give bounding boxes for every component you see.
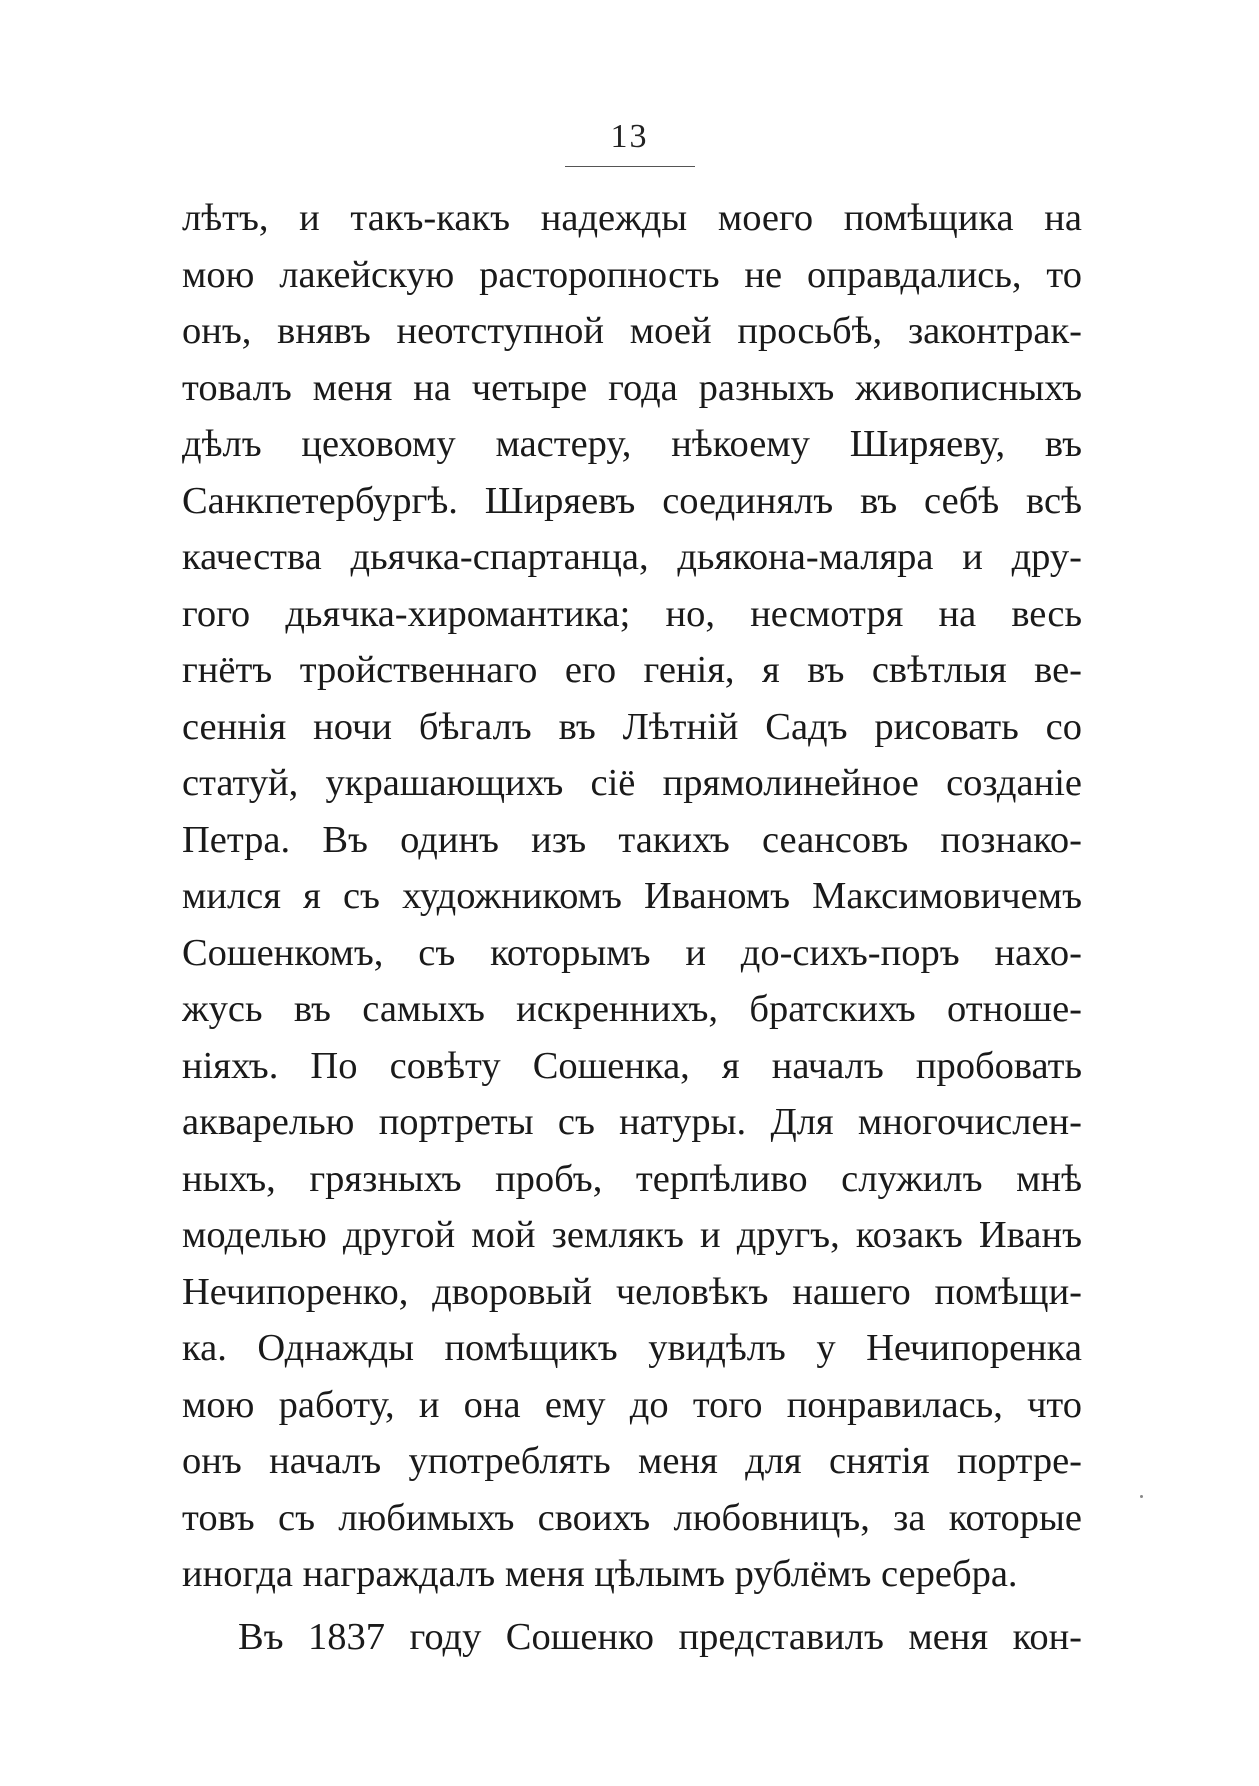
text-line: ка. Однажды помѣщикъ увидѣлъ у Нечипоренка: [182, 1327, 1082, 1369]
text-line: онъ началъ употреблять меня для снятія портре-: [182, 1440, 1082, 1482]
text-line: товалъ меня на четыре года разныхъ живописныхъ: [182, 366, 1082, 409]
page-number-rule: [565, 166, 695, 167]
text-line: моделью другой мой землякъ и другъ, козакъ Иванъ: [182, 1214, 1082, 1256]
text-line: жусь въ самыхъ искреннихъ, братскихъ отноше-: [182, 988, 1082, 1030]
text-line: мился я съ художникомъ Иваномъ Максимовичемъ: [182, 875, 1082, 917]
text-line: Нечипоренко, дворовый человѣкъ нашего помѣщи-: [182, 1270, 1082, 1313]
text-line: лѣтъ, и такъ-какъ надежды моего помѣщика на: [182, 197, 1082, 239]
text-line: иногда награждалъ меня цѣлымъ рублёмъ серебра.: [182, 1553, 1018, 1595]
text-line: Петра. Въ одинъ изъ такихъ сеансовъ познако-: [182, 818, 1082, 861]
text-line: акварелью портреты съ натуры. Для многочислен-: [182, 1101, 1082, 1143]
text-line: ныхъ, грязныхъ пробъ, терпѣливо служилъ мнѣ: [182, 1157, 1082, 1200]
text-line: онъ, внявъ неотступной моей просьбѣ, законтрак-: [182, 310, 1082, 352]
text-line: мою работу, и она ему до того понравилась, что: [182, 1383, 1082, 1426]
text-line: гнётъ тройственнаго его генія, я въ свѣтлыя ве-: [182, 649, 1082, 691]
text-line: сеннія ночи бѣгалъ въ Лѣтній Садъ рисовать со: [182, 705, 1082, 748]
paragraph-start-line: Въ 1837 году Сошенко представилъ меня кон-: [238, 1615, 1082, 1658]
text-line: ніяхъ. По совѣту Сошенка, я началъ пробовать: [182, 1044, 1082, 1087]
text-line: товъ съ любимыхъ своихъ любовницъ, за которые: [182, 1496, 1082, 1539]
page-number: 13: [610, 118, 649, 155]
scan-speck: [1140, 1495, 1143, 1498]
text-line: качества дьячка-спартанца, дьякона-маляра и дру-: [182, 536, 1082, 578]
text-line: мою лакейскую расторопность не оправдались, то: [182, 253, 1082, 296]
text-line: статуй, украшающихъ сіё прямолинейное созданіе: [182, 762, 1082, 804]
text-line: дѣлъ цеховому мастеру, нѣкоему Ширяеву, въ: [182, 423, 1082, 465]
text-line: Санкпетербургѣ. Ширяевъ соединялъ въ себѣ всѣ: [182, 479, 1082, 522]
body-text: [182, 190, 1082, 1665]
text-line: гого дьячка-хиромантика; но, несмотря на весь: [182, 592, 1082, 635]
text-line: Сошенкомъ, съ которымъ и до-сихъ-поръ нахо-: [182, 931, 1082, 974]
